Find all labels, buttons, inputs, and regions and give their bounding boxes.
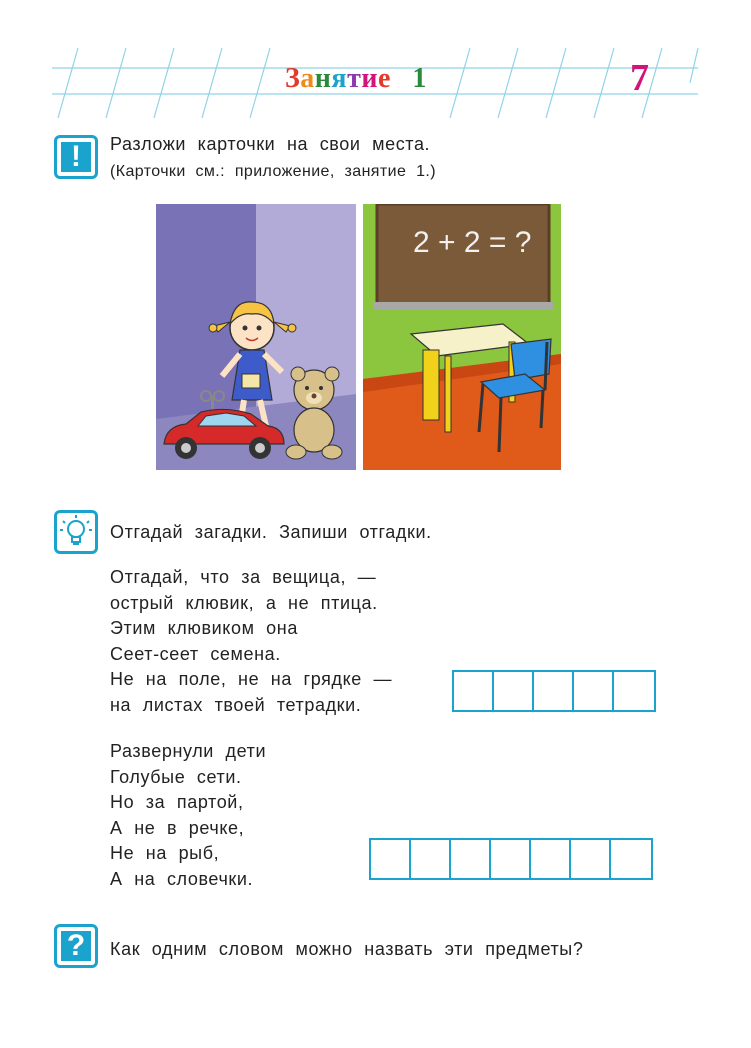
task-riddles-instruction: Отгадай загадки. Запиши отгадки. [110,522,432,542]
lesson-word-letter: я [331,63,348,94]
answer-cell[interactable] [454,672,494,710]
lesson-word-letter: а [300,63,315,94]
lesson-word [285,63,391,94]
question-icon: ? [54,924,98,968]
answer-cell[interactable] [534,672,574,710]
lesson-word-letter: т [347,63,362,94]
lesson-title [285,61,427,97]
riddle-line: А не в речке, [110,817,245,838]
task-cards-instruction: Разложи карточки на свои места. [110,134,431,154]
riddle-line: Отгадай, что за вещица, — [110,567,377,587]
lesson-word-letter: н [314,63,332,94]
lesson-word-letter: е [377,63,391,94]
task-question-text: Как одним словом можно назвать эти предметы? [110,939,584,959]
riddle-line: Голубые сети. [110,766,242,787]
riddle-line: Но за партой, [110,792,244,812]
answer-cell[interactable] [531,840,571,878]
answer-cell[interactable] [614,672,654,710]
task-cards-note: (Карточки см.: приложение, занятие 1.) [110,163,436,180]
classroom-picture [363,204,561,470]
riddle-line: Не на рыб, [110,843,220,863]
answer-cell[interactable] [571,840,611,878]
answer-cell[interactable] [494,672,534,710]
riddle-line: Этим клювиком она [110,618,298,638]
riddle-1 [110,565,392,718]
answer-cell[interactable] [491,840,531,878]
answer-cell[interactable] [411,840,451,878]
page-number: 7 [630,57,649,99]
lesson-word-letter: З [285,63,301,94]
exclamation-icon: ! [54,135,98,179]
answer-cell[interactable] [371,840,411,878]
answer-cell[interactable] [574,672,614,710]
lightbulb-icon [54,510,98,554]
riddle-1-answer-cells[interactable] [452,670,656,712]
toys-picture [156,204,356,470]
riddle-line: А на словечки. [110,868,254,889]
riddle-line: на листах твоей тетрадки. [110,694,362,715]
answer-cell[interactable] [611,840,651,878]
riddle-2 [110,739,266,892]
riddle-line: Не на поле, не на грядке — [110,669,393,689]
riddle-line: острый клювик, а не птица. [110,592,378,613]
lightbulb-glyph [57,513,95,551]
chalkboard-text: 2 + 2 = ? [413,226,532,259]
riddle-line: Сеет-сеет семена. [110,643,281,664]
lesson-word-letter: и [361,63,378,94]
riddle-line: Развернули дети [110,741,267,761]
riddle-2-answer-cells[interactable] [369,838,653,880]
answer-cell[interactable] [451,840,491,878]
lesson-number: 1 [412,63,427,94]
